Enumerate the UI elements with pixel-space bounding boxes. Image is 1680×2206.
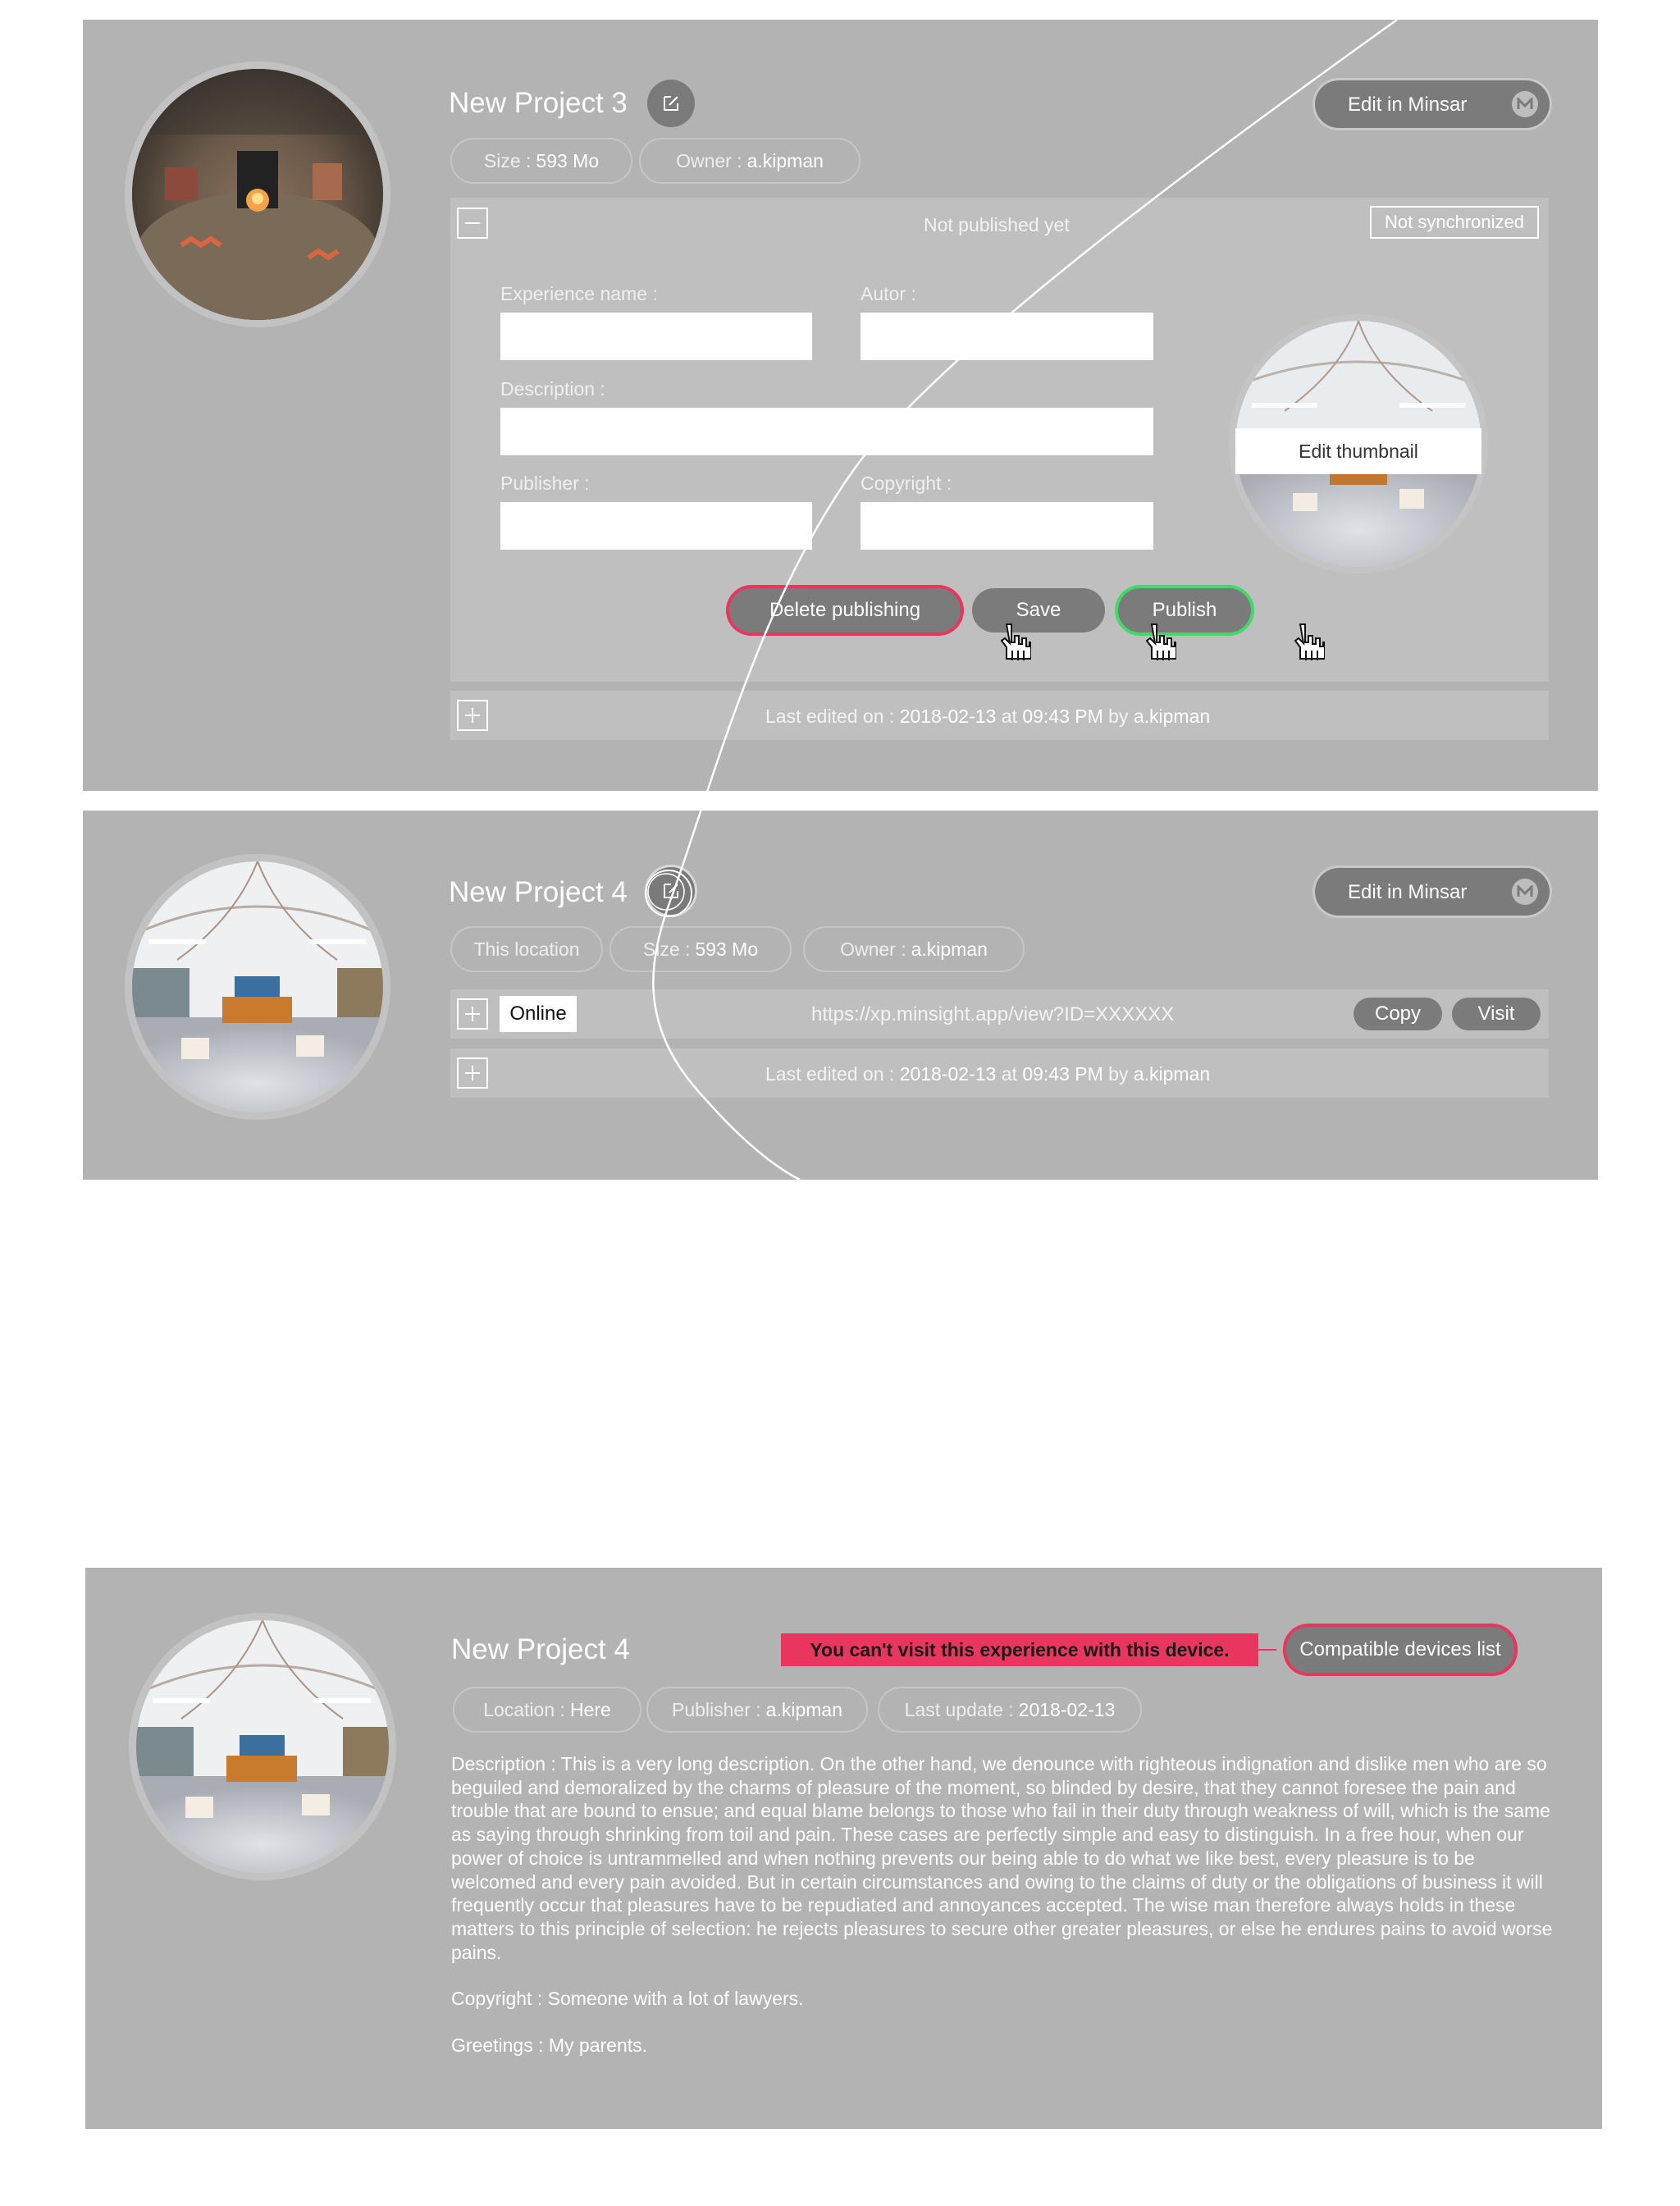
sync-status-badge: Not synchronized — [1370, 206, 1539, 239]
online-badge: Online — [500, 996, 577, 1032]
publishing-section — [450, 198, 1549, 682]
minsar-logo-icon — [1512, 91, 1538, 117]
expand-toggle[interactable] — [457, 700, 488, 731]
rename-button[interactable] — [647, 867, 695, 915]
edit-in-minsar-button[interactable] — [1315, 80, 1550, 128]
description-label: Description : — [500, 378, 605, 400]
edit-icon — [661, 94, 681, 113]
last-edited-bar — [450, 691, 1549, 740]
hand-pointer-icon — [995, 623, 1031, 665]
last-edited-bar — [450, 1048, 1549, 1098]
publisher-label: Publisher : — [500, 473, 590, 494]
project-thumbnail[interactable] — [132, 69, 383, 320]
plus-icon — [459, 701, 486, 729]
edit-thumbnail-button[interactable]: Edit thumbnail — [1235, 428, 1481, 474]
hand-pointer-icon — [1140, 623, 1176, 665]
experience-description — [451, 1752, 1559, 2080]
publisher-input[interactable] — [500, 502, 812, 550]
copyright-input[interactable] — [861, 502, 1153, 550]
copyright-label: Copyright : — [861, 473, 952, 494]
size-chip: Size : 593 Mo — [450, 138, 632, 184]
author-input[interactable] — [861, 313, 1153, 360]
plus-icon — [459, 1000, 486, 1028]
edit-in-minsar-button[interactable] — [1315, 868, 1550, 916]
publisher-chip: Publisher : a.kipman — [646, 1687, 868, 1733]
experience-url[interactable]: https://xp.minsight.app/view?ID=XXXXXX — [811, 1003, 1175, 1025]
owner-chip: Owner : a.kipman — [803, 926, 1025, 972]
warning-connector — [1258, 1649, 1276, 1651]
location-chip: This location — [450, 926, 603, 972]
edit-icon — [661, 881, 681, 901]
rename-button[interactable] — [647, 80, 695, 127]
hand-pointer-icon — [1289, 623, 1325, 665]
description-input[interactable] — [500, 408, 1153, 455]
visit-button[interactable]: Visit — [1452, 998, 1541, 1030]
last-edited-text: Last edited on : 2018-02-13 at 09:43 PM by a.kipman — [765, 1063, 1211, 1085]
experience-detail-card — [85, 1568, 1602, 2129]
plus-icon — [459, 1059, 486, 1087]
collapse-toggle[interactable] — [457, 208, 488, 239]
copyright-text: Copyright : Someone with a lot of lawyers. — [451, 1988, 804, 2010]
description-text: Description : This is a very long description. On the other hand, we denounce with righteous indignation and dislike men who are so beguiled and demoralized by the charms of pleasure of the moment, so blinded by desire, that they cannot foresee the pain and trouble that are bound to ensue; and equal blame belongs to those who fail in their duty through weakness of will, which is the same as saying through shrinking from toil and pain. These cases are perfectly simple and easy to distinguish. In a free hour, when our power of choice is untrammelled and when nothing prevents our being able to do what we like best, every pleasure is to be welcomed and every pain avoided. But in certain circumstances and owing to the claims of duty or the obligations of business it will frequently occur that pleasures have to be repudiated and annoyances accepted. The wise man therefore always holds in these matters to this principle of selection: he rejects pleasures to secure other greater pleasures, or else he endures pains to avoid worse pains. — [451, 1753, 1553, 1963]
experience-thumbnail[interactable] — [136, 1620, 389, 1873]
project-card-published — [83, 811, 1598, 1180]
size-chip: Size : 593 Mo — [609, 926, 792, 972]
edit-in-minsar-label: Edit in Minsar — [1348, 94, 1468, 116]
experience-name-input[interactable] — [500, 313, 812, 360]
project-card-edit — [83, 20, 1598, 791]
minus-icon — [459, 209, 486, 237]
experience-title: New Project 4 — [451, 1633, 630, 1665]
publication-bar — [450, 989, 1549, 1039]
project-title: New Project 4 — [449, 876, 628, 908]
publish-status: Not published yet — [924, 214, 1070, 235]
publish-button[interactable]: Publish — [1118, 588, 1251, 633]
experience-name-label: Experience name : — [500, 283, 658, 304]
author-label: Autor : — [861, 283, 916, 304]
minsar-logo-icon — [1512, 879, 1538, 905]
compatible-devices-button[interactable]: Compatible devices list — [1286, 1627, 1514, 1673]
last-edited-text: Last edited on : 2018-02-13 at 09:43 PM by a.kipman — [765, 706, 1211, 727]
copy-url-button[interactable]: Copy — [1354, 998, 1442, 1030]
owner-chip: Owner : a.kipman — [639, 138, 861, 184]
last-update-chip: Last update : 2018-02-13 — [878, 1687, 1142, 1733]
location-chip: Location : Here — [453, 1687, 641, 1733]
project-thumbnail[interactable] — [132, 861, 383, 1112]
expand-toggle[interactable] — [457, 1057, 488, 1089]
device-warning: You can't visit this experience with this device. — [781, 1633, 1258, 1666]
expand-toggle[interactable] — [457, 998, 488, 1030]
delete-publishing-button[interactable]: Delete publishing — [729, 588, 961, 633]
project-title: New Project 3 — [449, 87, 628, 119]
save-button[interactable]: Save — [972, 588, 1105, 633]
edit-in-minsar-label: Edit in Minsar — [1348, 881, 1468, 903]
greetings-text: Greetings : My parents. — [451, 2035, 648, 2057]
